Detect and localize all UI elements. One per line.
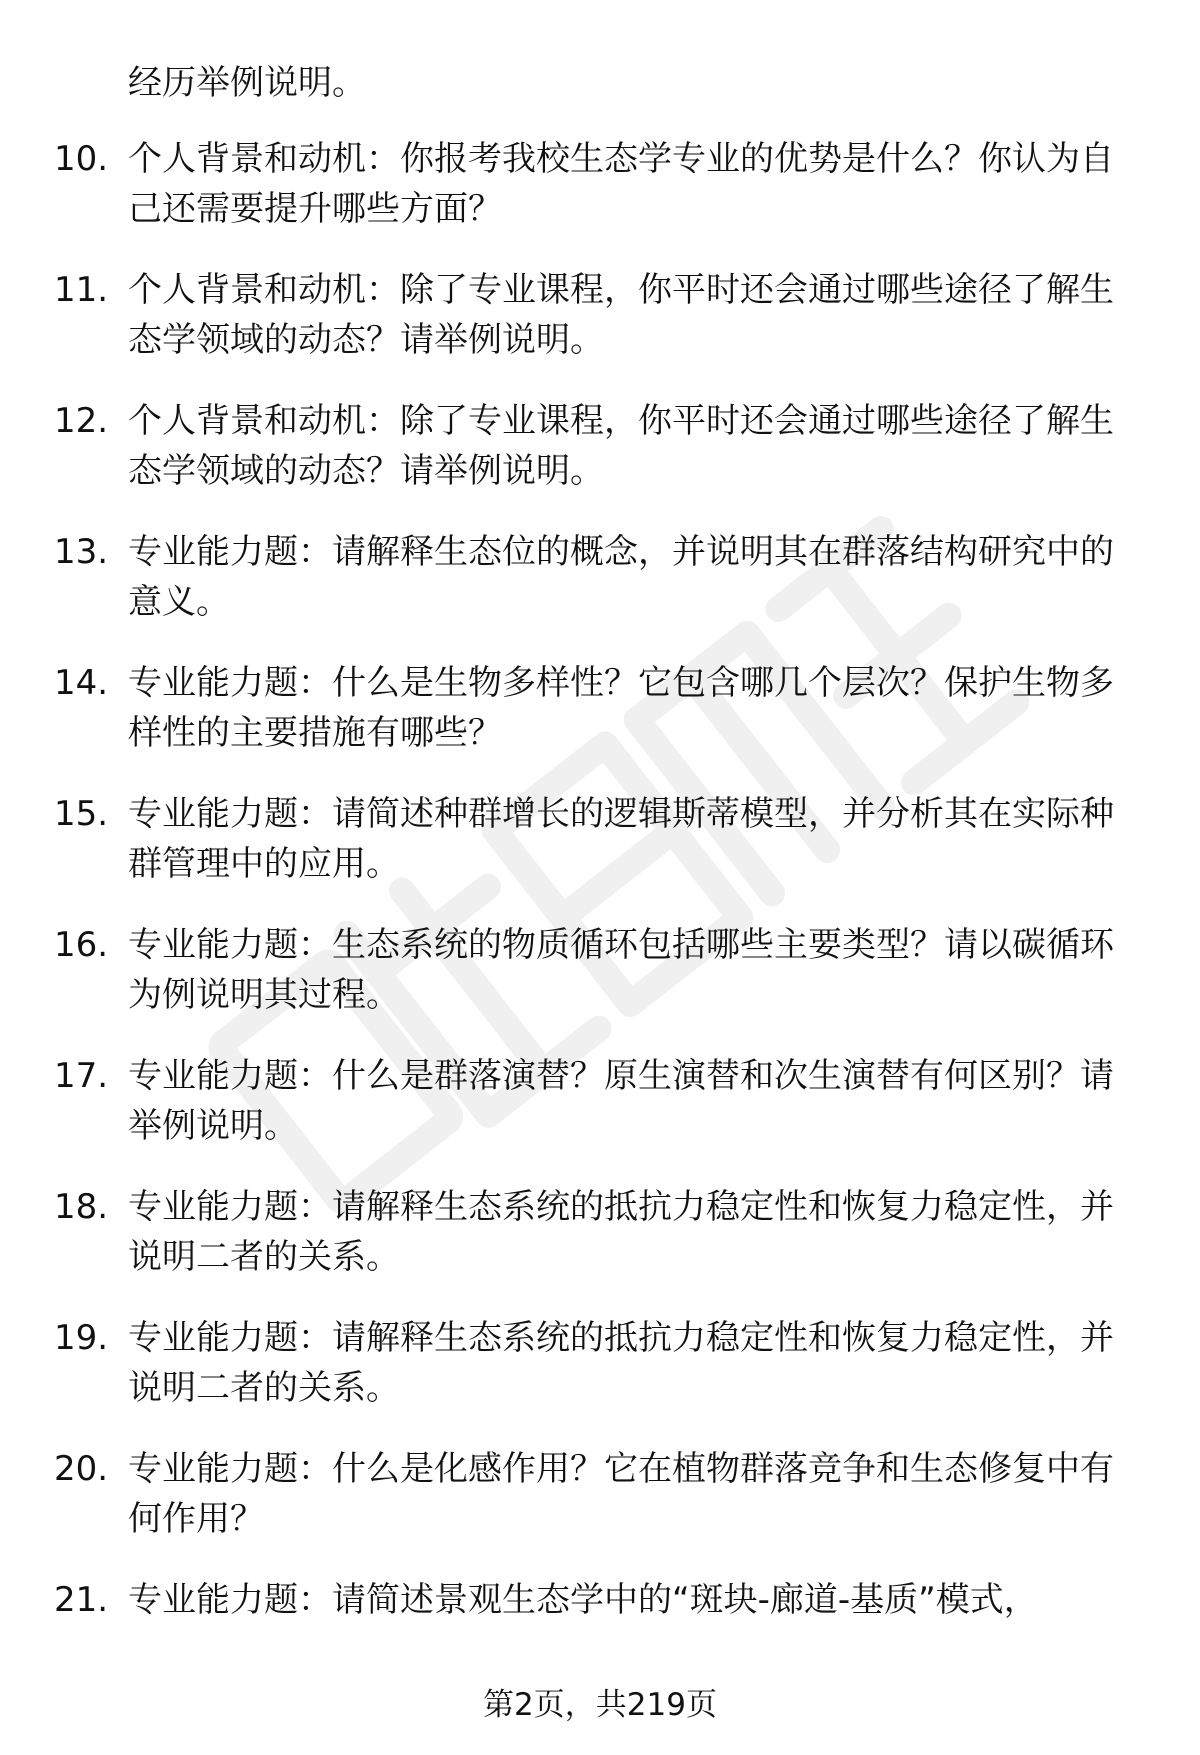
question-item [0, 658, 1200, 789]
question-number: 21. [54, 1580, 109, 1620]
question-text: 个人背景和动机：除了专业课程，你平时还会通过哪些途径了解生态学领域的动态？请举例说明。 [128, 270, 1114, 360]
page-footer: 第2页，共219页 [483, 1687, 717, 1723]
question-number: 16. [54, 925, 109, 965]
question-text: 专业能力题：生态系统的物质循环包括哪些主要类型？请以碳循环为例说明其过程。 [128, 925, 1114, 1015]
question-item [0, 1313, 1200, 1444]
question-number: 20. [54, 1449, 109, 1489]
question-number: 19. [54, 1318, 109, 1358]
continuation-text: 经历举例说明。 [128, 63, 366, 103]
question-text: 专业能力题：请简述景观生态学中的“斑块-廊道-基质”模式， [128, 1580, 1038, 1620]
question-text: 个人背景和动机：你报考我校生态学专业的优势是什么？你认为自己还需要提升哪些方面？ [128, 139, 1114, 229]
question-item [0, 1051, 1200, 1182]
question-number: 10. [54, 139, 109, 179]
question-number: 17. [54, 1056, 109, 1096]
question-text: 专业能力题：什么是群落演替？原生演替和次生演替有何区别？请举例说明。 [128, 1056, 1114, 1146]
question-text: 专业能力题：请解释生态系统的抵抗力稳定性和恢复力稳定性，并说明二者的关系。 [128, 1318, 1114, 1408]
question-text: 专业能力题：请解释生态系统的抵抗力稳定性和恢复力稳定性，并说明二者的关系。 [128, 1187, 1114, 1277]
question-item [0, 527, 1200, 658]
question-text: 专业能力题：请解释生态位的概念，并说明其在群落结构研究中的意义。 [128, 532, 1114, 622]
question-number: 15. [54, 794, 109, 834]
question-number: 11. [54, 270, 109, 310]
question-number: 14. [54, 663, 109, 703]
question-item [0, 1444, 1200, 1575]
question-item [0, 789, 1200, 920]
question-number: 18. [54, 1187, 109, 1227]
question-item [0, 1182, 1200, 1313]
question-number: 13. [54, 532, 109, 572]
question-list [0, 134, 1200, 1706]
question-text: 专业能力题：请简述种群增长的逻辑斯蒂模型，并分析其在实际种群管理中的应用。 [128, 794, 1114, 884]
question-text: 专业能力题：什么是化感作用？它在植物群落竞争和生态修复中有何作用？ [128, 1449, 1114, 1539]
question-item [0, 265, 1200, 396]
question-item [0, 134, 1200, 265]
question-number: 12. [54, 401, 109, 441]
question-text: 专业能力题：什么是生物多样性？它包含哪几个层次？保护生物多样性的主要措施有哪些？ [128, 663, 1114, 753]
question-item [0, 396, 1200, 527]
question-item [0, 920, 1200, 1051]
question-text: 个人背景和动机：除了专业课程，你平时还会通过哪些途径了解生态学领域的动态？请举例说明。 [128, 401, 1114, 491]
